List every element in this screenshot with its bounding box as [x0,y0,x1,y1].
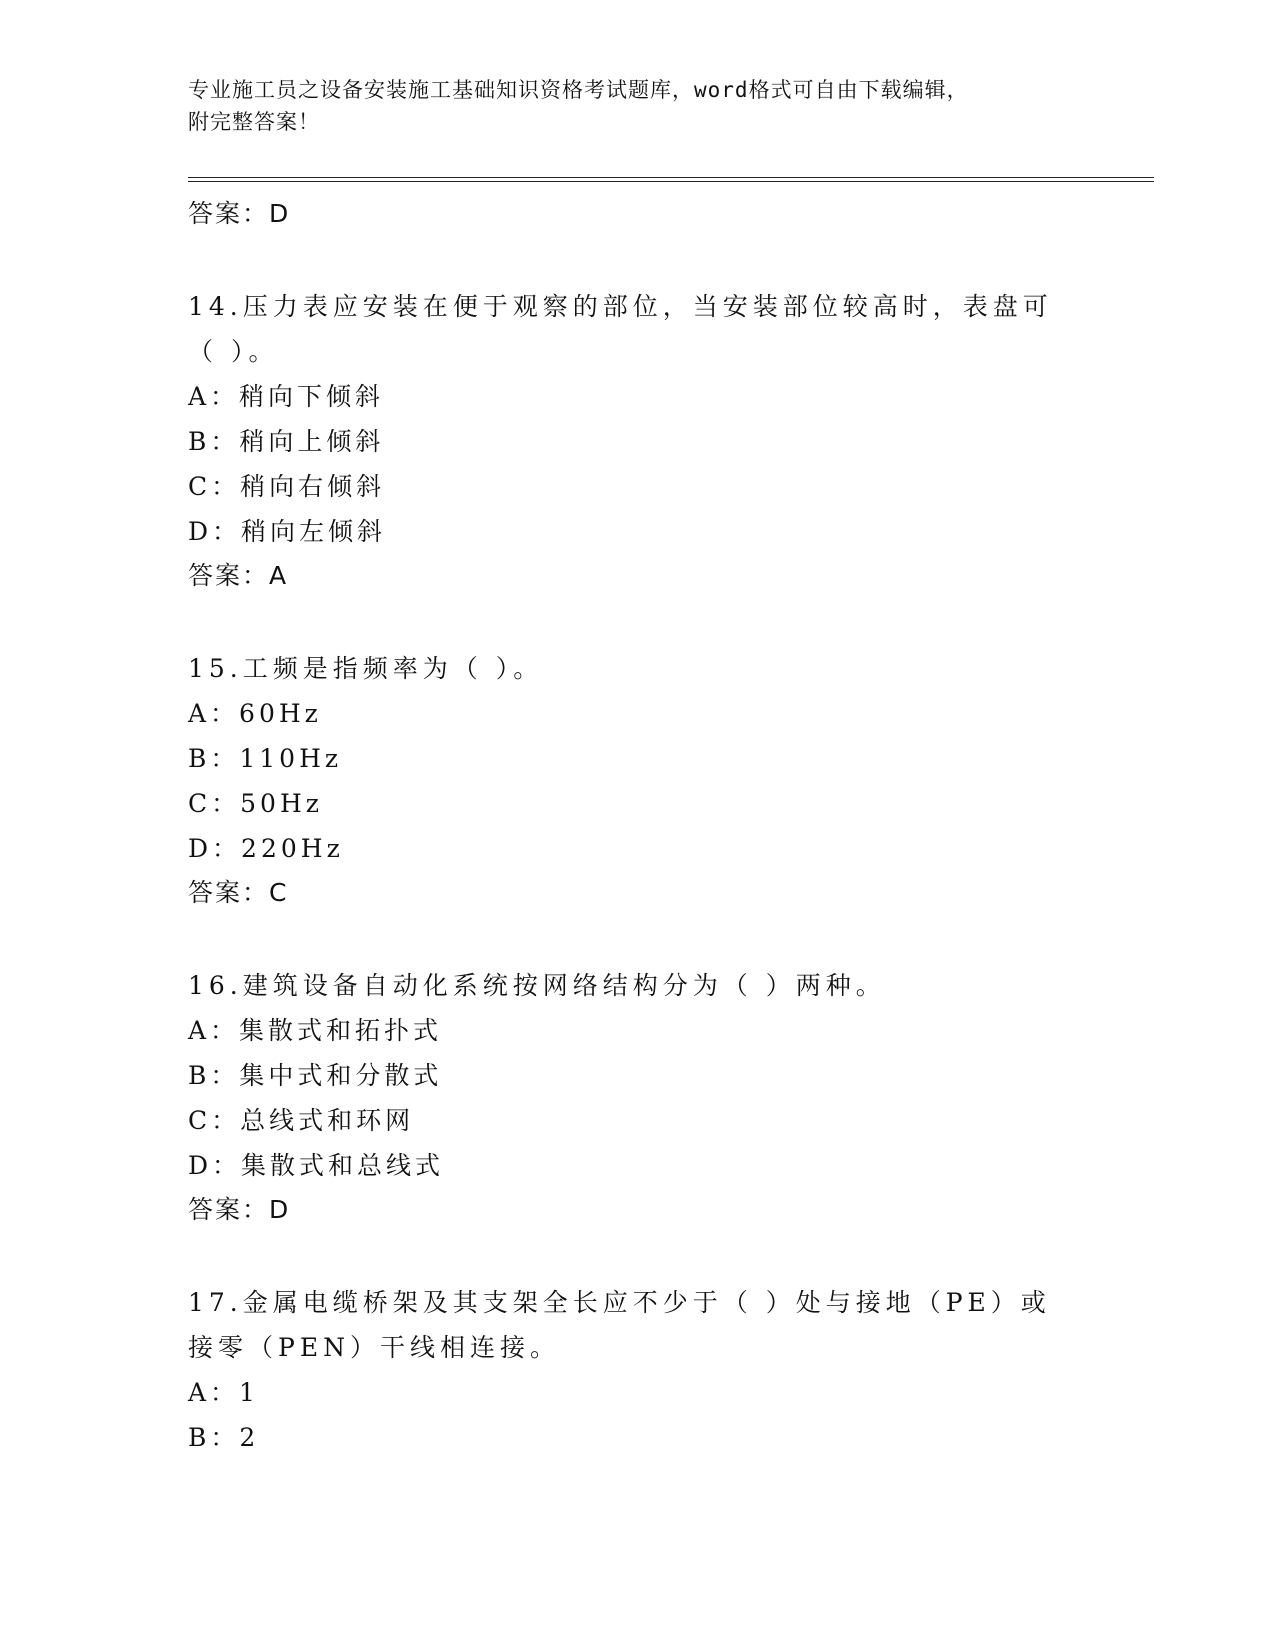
spacer [188,598,1088,646]
option-c: C：稍向右倾斜 [188,472,386,501]
question-17 [188,1280,1088,1460]
spacer [188,915,1088,963]
option-b: B：2 [188,1423,260,1452]
header-line-2: 附完整答案！ [188,110,320,134]
spacer [188,1232,1088,1280]
question-stem: 17.金属电缆桥架及其支架全长应不少于（ ）处与接地（PE）或接零（PEN）干线相连接。 [188,1288,1051,1362]
option-c: C：50Hz [188,789,323,818]
option-a: A：集散式和拓扑式 [188,1016,443,1045]
answer-line: 答案：D [188,199,291,228]
answer-line: 答案：D [188,1195,291,1224]
question-list [188,192,1088,1460]
header-divider [188,177,1154,178]
option-c: C：总线式和环网 [188,1106,415,1135]
option-a: A：稍向下倾斜 [188,382,385,411]
spacer [188,236,1088,284]
document-header [188,74,1068,138]
header-divider-secondary [188,181,1154,182]
option-a: A：1 [188,1378,259,1407]
option-b: B：稍向上倾斜 [188,427,385,456]
answer-line: 答案：A [188,561,289,590]
question-16 [188,963,1088,1232]
question-stem: 16.建筑设备自动化系统按网络结构分为（ ）两种。 [188,971,886,1000]
option-d: D：集散式和总线式 [188,1151,445,1180]
question-15 [188,646,1088,915]
question-stem: 14.压力表应安装在便于观察的部位，当安装部位较高时，表盘可（ ）。 [188,292,1053,366]
question-stem: 15.工频是指频率为（ ）。 [188,654,544,683]
option-b: B：集中式和分散式 [188,1061,443,1090]
option-b: B：110Hz [188,744,343,773]
option-a: A：60Hz [188,699,322,728]
option-d: D：220Hz [188,834,344,863]
option-d: D：稍向左倾斜 [188,517,387,546]
question-14 [188,284,1088,598]
answer-line: 答案：C [188,878,289,907]
header-line-1: 专业施工员之设备安装施工基础知识资格考试题库，word格式可自由下载编辑， [188,78,969,102]
